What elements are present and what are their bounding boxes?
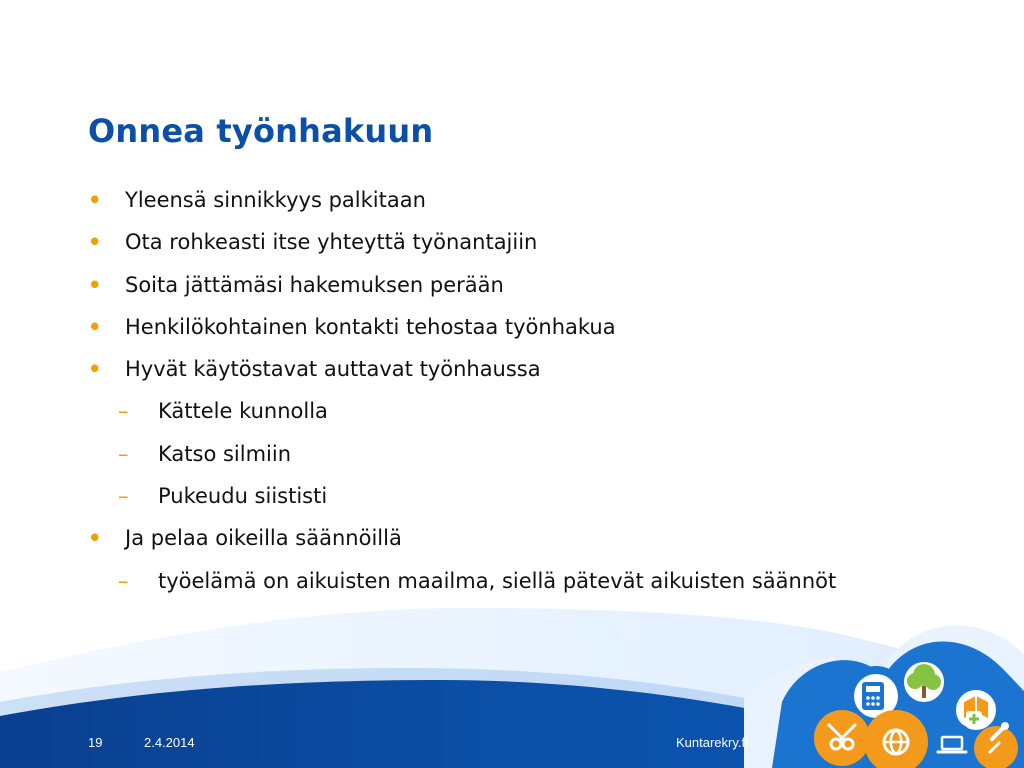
bullet-marker: •: [88, 188, 102, 212]
logo-art: [744, 598, 1024, 768]
sub-list-item: [88, 482, 908, 510]
dash-marker: –: [118, 484, 129, 509]
list-item: [88, 271, 908, 299]
dash-marker: –: [118, 568, 129, 593]
bullet-marker: •: [88, 526, 102, 551]
sub-list-item-text: Pukeudu siististi: [158, 484, 328, 509]
list-item: [88, 228, 908, 256]
list-item-text: Ota rohkeasti itse yhteyttä työnantajiin: [125, 230, 538, 255]
dash-marker: –: [118, 399, 129, 424]
bullet-marker: •: [88, 357, 102, 382]
sub-list-item-text: Kättele kunnolla: [158, 399, 328, 424]
sub-list-item-text: Katso silmiin: [158, 441, 292, 466]
list-item-text: Yleensä sinnikkyys palkitaan: [125, 188, 426, 212]
slide-title: Onnea työnhakuun: [88, 112, 434, 150]
list-item: [88, 186, 908, 214]
list-item-text: Hyvät käytöstavat auttavat työnhaussa: [125, 357, 541, 382]
sub-list-item: [88, 440, 908, 468]
list-item: [88, 524, 908, 552]
list-item: [88, 313, 908, 341]
list-item-text: Ja pelaa oikeilla säännöillä: [125, 526, 402, 551]
page-number: 19: [88, 735, 103, 750]
calculator-icon: [862, 682, 884, 710]
bullet-marker: •: [88, 230, 102, 255]
list-item-text: Henkilökohtainen kontakti tehostaa työnhakua: [125, 314, 616, 339]
slide-date: 2.4.2014: [144, 735, 195, 750]
bullet-marker: •: [88, 314, 102, 339]
list-item: [88, 355, 908, 383]
list-item-text: Soita jättämäsi hakemuksen perään: [125, 272, 504, 297]
sub-list-item: [88, 567, 908, 595]
bullet-list: [88, 186, 908, 609]
sub-list-item: [88, 397, 908, 425]
bullet-marker: •: [88, 272, 102, 297]
dash-marker: –: [118, 441, 129, 466]
footer-site: Kuntarekry.fi: [676, 735, 749, 750]
medical-icon: [966, 711, 982, 727]
sub-list-item-text: työelämä on aikuisten maailma, siellä pätevät aikuisten säännöt: [158, 568, 837, 593]
